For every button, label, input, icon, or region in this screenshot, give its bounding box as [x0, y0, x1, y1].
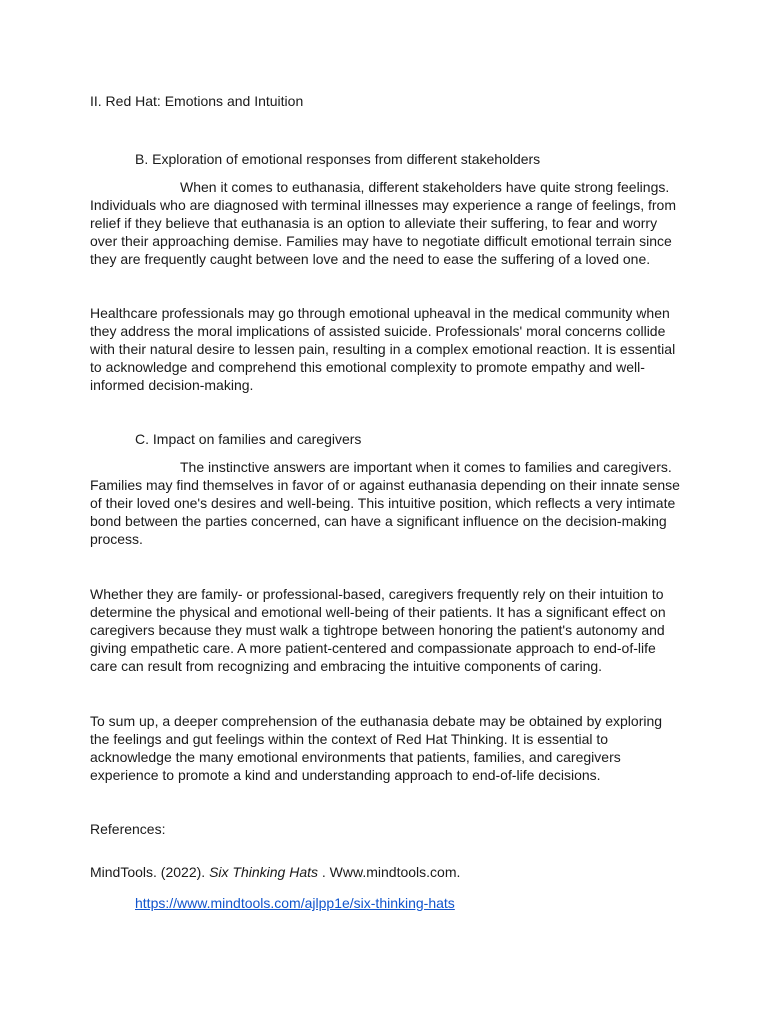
- references-heading: References:: [90, 821, 166, 837]
- reference-site: . Www.mindtools.com.: [318, 864, 461, 880]
- subsection-c-heading: C. Impact on families and caregivers: [135, 431, 362, 447]
- reference-title: Six Thinking Hats: [209, 864, 318, 880]
- reference-entry: [90, 863, 680, 881]
- conclusion-paragraph: To sum up, a deeper comprehension of the euthanasia debate may be obtained by exploring the feelings and gut feelings within the context of Red Hat Thinking. It is essential to acknowledge the many emotional environments that patients, families, and caregivers experience to promote a kind and understanding approach to end-of-life decisions.: [90, 713, 663, 783]
- subsection-b-paragraph-1: When it comes to euthanasia, different stakeholders have quite strong feelings. Individuals who are diagnosed with terminal illnesses may experience a range of feelings, from relief if they believe that euthanasia is an option to alleviate their suffering, to fear and worry over their approaching demise. Families may have to negotiate difficult emotional terrain since they are frequently caught between love and the need to ease the suffering of a loved one.: [90, 179, 676, 267]
- reference-author-year: MindTools. (2022).: [90, 864, 210, 880]
- subsection-b-heading: B. Exploration of emotional responses from different stakeholders: [135, 151, 541, 167]
- subsection-c-paragraph-2: Whether they are family- or professional-based, caregivers frequently rely on their intuition to determine the physical and emotional well-being of their patients. It has a significant effect on caregivers because they must walk a tightrope between honoring the patient's autonomy and giving empathetic care. A more patient-centered and compassionate approach to end-of-life care can result from recognizing and embracing the intuitive components of caring.: [90, 586, 666, 674]
- subsection-c-paragraph-1: The instinctive answers are important when it comes to families and caregivers. Families may find themselves in favor of or against euthanasia depending on their innate sense of their loved one's desires and well-being. This intuitive position, which reflects a very intimate bond between the parties concerned, can have a significant influence on the decision-making process.: [90, 459, 680, 547]
- reference-url-link[interactable]: https://www.mindtools.com/ajlpp1e/six-thinking-hats: [135, 895, 455, 911]
- subsection-b-paragraph-2: Healthcare professionals may go through emotional upheaval in the medical community when they address the moral implications of assisted suicide. Professionals' moral concerns collide with their natural desire to lessen pain, resulting in a complex emotional reaction. It is essential to acknowledge and comprehend this emotional complexity to promote empathy and well-informed decision-making.: [90, 305, 676, 393]
- section-heading: II. Red Hat: Emotions and Intuition: [90, 93, 304, 109]
- reference-url-line: [135, 894, 680, 912]
